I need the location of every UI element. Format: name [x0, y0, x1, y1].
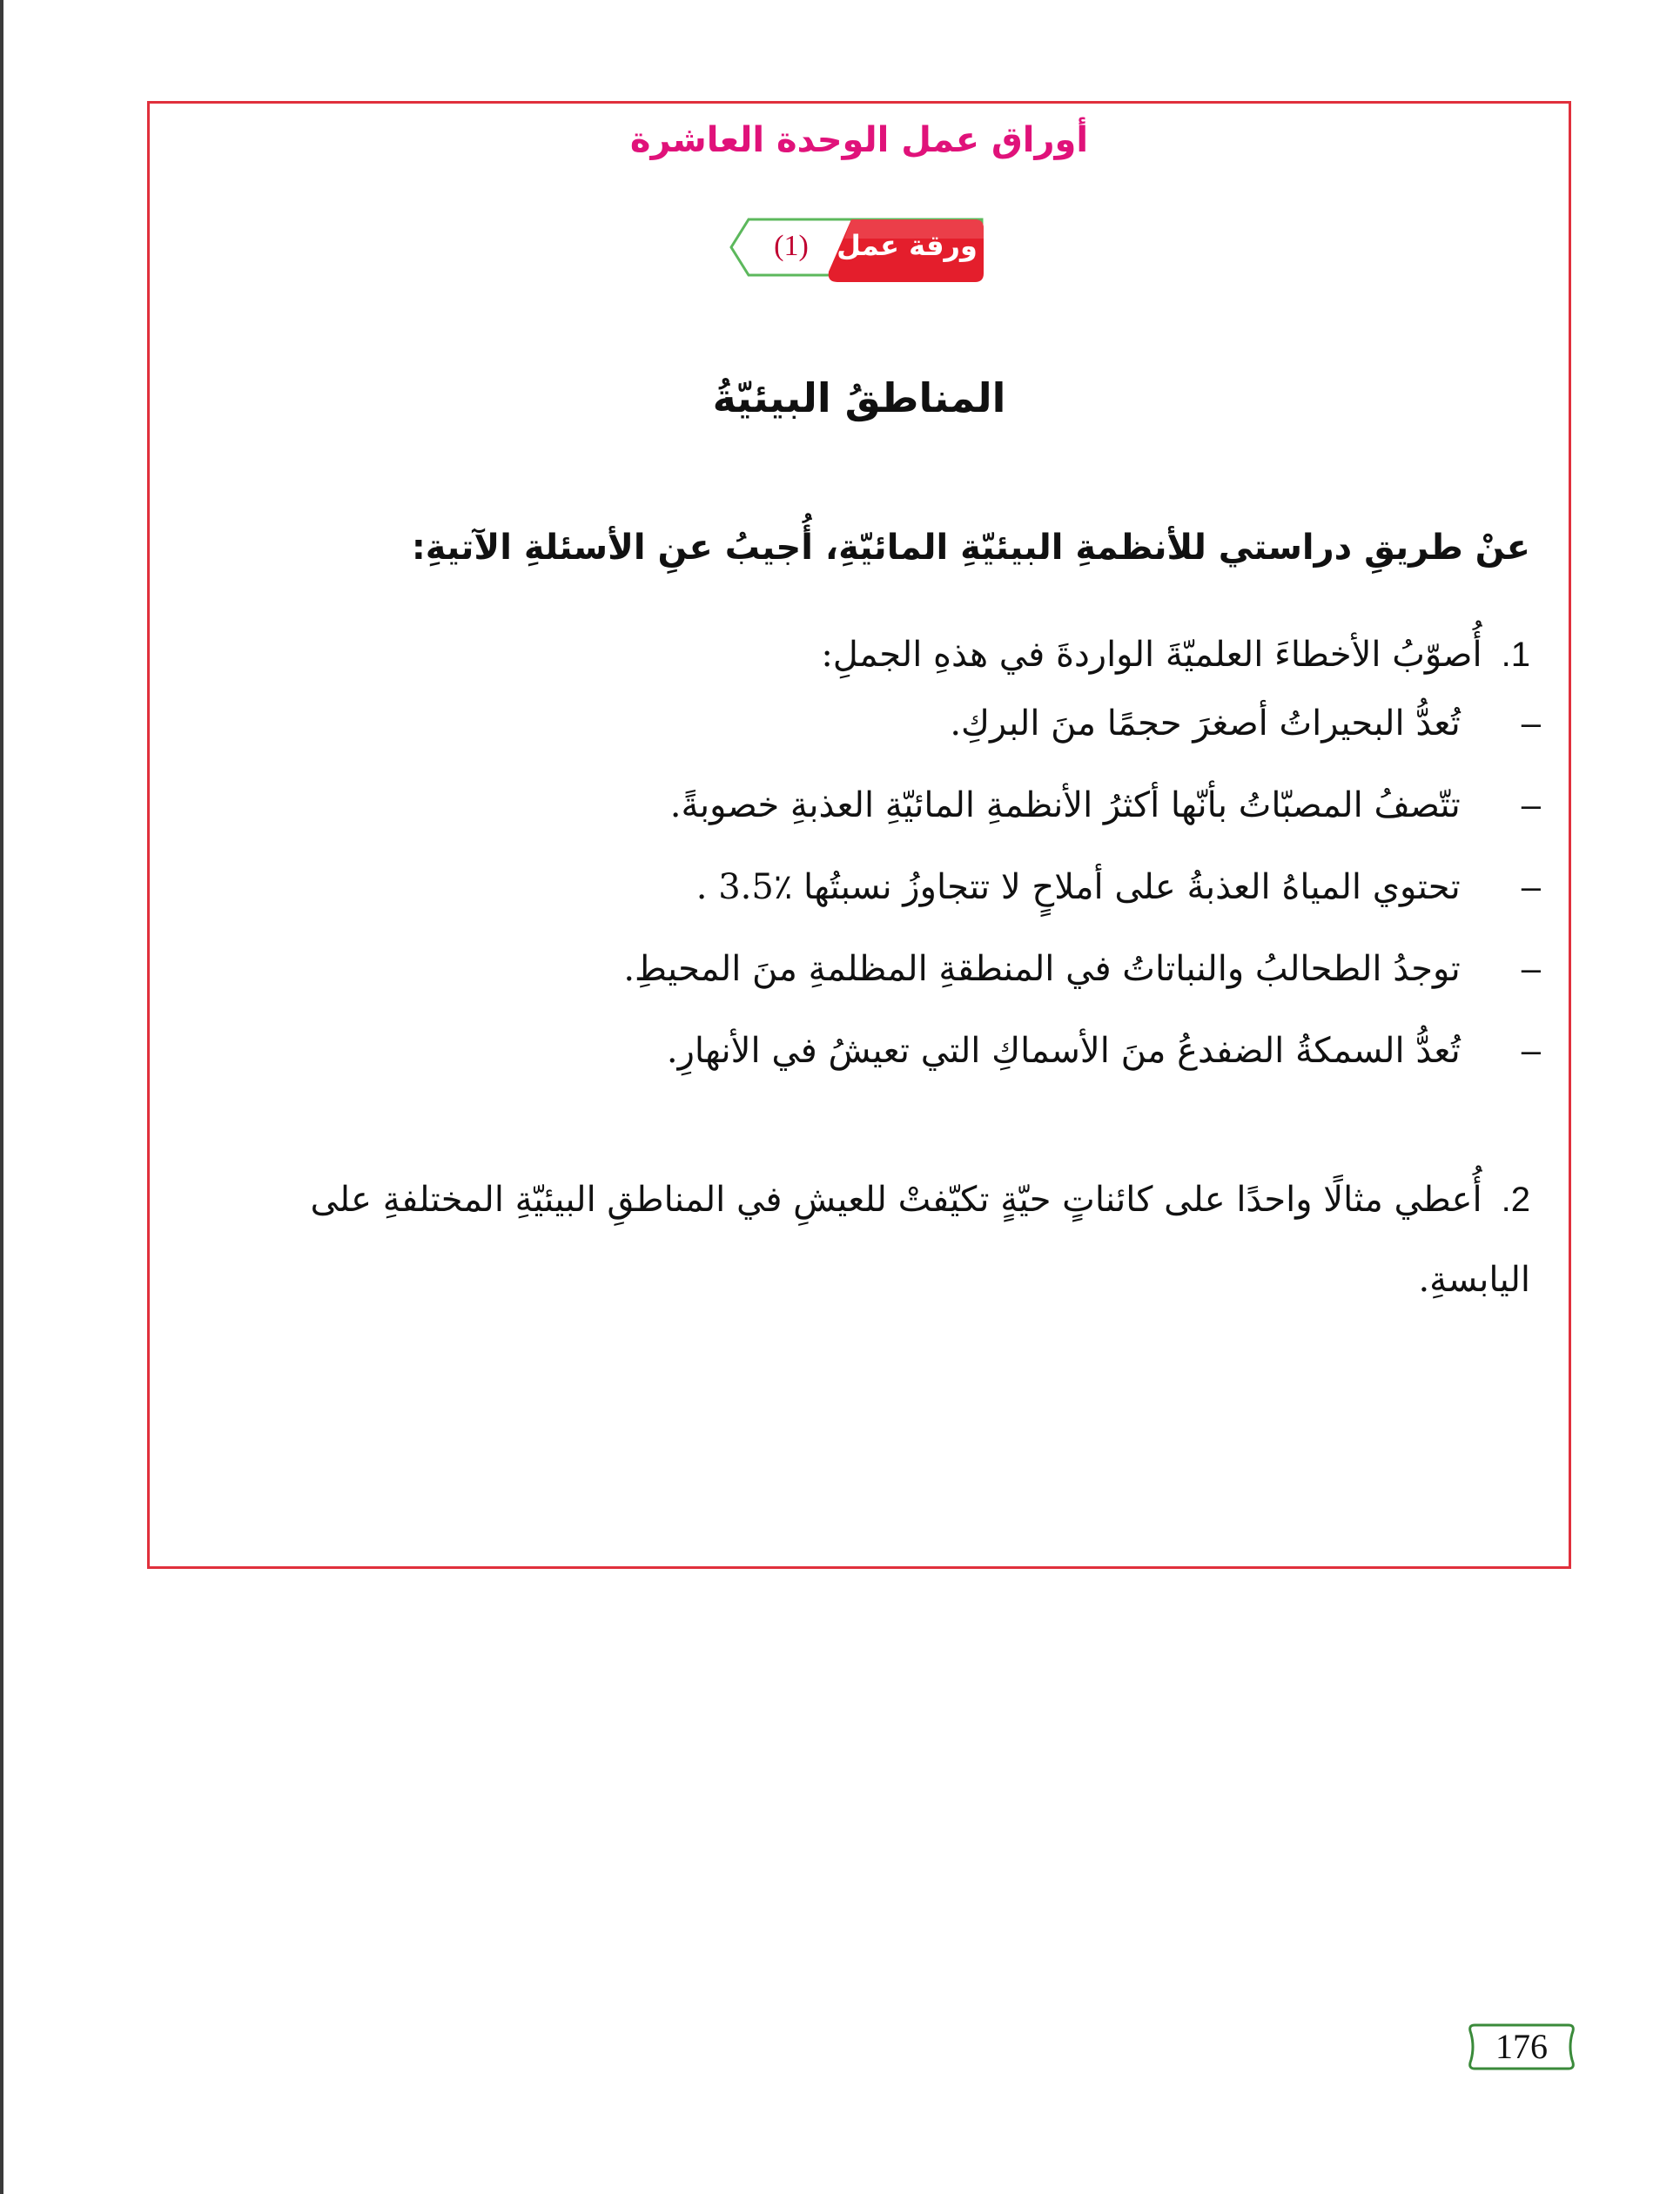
page-number: 176 [1495, 2027, 1548, 2066]
bullet-text: توجدُ الطحالبُ والنباتاتُ في المنطقةِ المظلمةِ منَ المحيطِ. [623, 949, 1461, 989]
dash-bullet: – [1521, 950, 1541, 988]
list-item [322, 1031, 1541, 1071]
page-number-box [1466, 2022, 1577, 2072]
bullet-text: تحتوي المياهُ العذبةُ على أملاحٍ لا تتجاوزُ نسبتُها ٪3.5 . [696, 867, 1461, 907]
question-1 [277, 615, 1530, 695]
question-number: .2 [1501, 1181, 1530, 1219]
intro-text: عنْ طريقِ دراستي للأنظمةِ البيئيّةِ المائيّةِ، أُجيبُ عنِ الأسئلةِ الآتيةِ: [411, 528, 1530, 568]
question-2 [277, 1160, 1530, 1320]
list-item [322, 949, 1541, 989]
question-text: أُصوّبُ الأخطاءَ العلميّةَ الواردةَ في هذهِ الجملِ: [821, 635, 1482, 675]
bullet-text: تتّصفُ المصبّاتُ بأنّها أكثرُ الأنظمةِ المائيّةِ العذبةِ خصوبةً. [669, 785, 1461, 825]
question-number: .1 [1501, 636, 1530, 674]
badge-label: ورقة عمل [837, 229, 978, 262]
page-frame [147, 101, 1571, 1569]
list-item [322, 785, 1541, 825]
bullet-text: تُعدُّ السمكةُ الضفدعُ منَ الأسماكِ التي تعيشُ في الأنهارِ. [666, 1031, 1461, 1071]
unit-title: أوراق عمل الوحدة العاشرة [629, 120, 1089, 160]
list-item [322, 703, 1541, 744]
dash-bullet: – [1521, 868, 1541, 906]
dash-bullet: – [1521, 1032, 1541, 1070]
left-margin-rule [0, 0, 3, 2194]
question-text: أُعطي مثالًا واحدًا على كائناتٍ حيّةٍ تكيّفتْ للعيشِ في المناطقِ البيئيّةِ المختلفةِ على اليابسةِ. [310, 1180, 1530, 1300]
sheet-title: المناطقُ البيئيّةُ [712, 374, 1006, 421]
bullet-text: تُعدُّ البحيراتُ أصغرَ حجمًا منَ البركِ. [950, 703, 1461, 744]
badge-number: (1) [774, 230, 809, 262]
list-item [322, 867, 1541, 907]
dash-bullet: – [1521, 704, 1541, 743]
dash-bullet: – [1521, 786, 1541, 824]
worksheet-badge [729, 218, 984, 286]
